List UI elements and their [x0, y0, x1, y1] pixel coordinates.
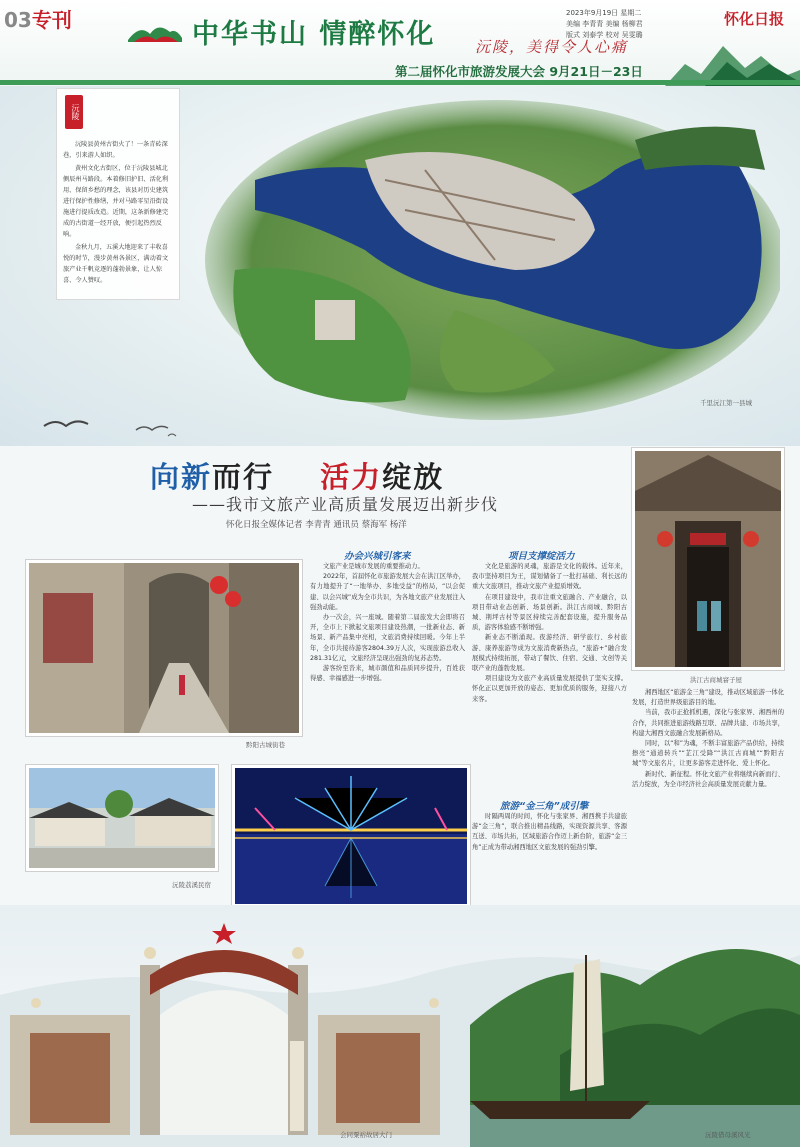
page-header	[0, 0, 800, 86]
bookmountain-logo-icon	[126, 18, 184, 44]
article-paragraph: 新时代、新征程。怀化文旅产业将继续向新而行、活力绽放，为全市经济社会高质量发展贡献力量。	[632, 770, 784, 788]
sidebar-paragraph: 黄州文化古街区，位于沅陵县城北侧辰州马路段。本着修旧护旧、活化利用、保留乡愁的理念，该县对历史建筑进行保护性修缮，并对马路零星沿街设施进行提质改造。近期，这条新修建完成的古街道一经开放，便引起热烈反响。	[63, 165, 169, 238]
gate-caption: 洪江古商城窨子屋	[690, 676, 742, 684]
village-photo	[26, 765, 218, 871]
editors-line-2: 版式 刘泰学 校对 吴雯璐	[566, 31, 643, 39]
intro-sidebar	[56, 88, 180, 300]
article-title	[150, 455, 444, 496]
ancient-gate-photo	[632, 448, 784, 670]
title-part: 而行	[212, 460, 275, 494]
night-lights-photo	[232, 765, 470, 907]
article-paragraph: 游客纷至沓来，城市颜值和品质同步提升，百姓获得感、幸福感进一步增强。	[310, 665, 465, 683]
article-paragraph: 湘西地区“旅游金三角”建设，推动区域旅游一体化发展，打造世界级旅游目的地。	[632, 689, 784, 707]
article-paragraph: 同时，以“和”为魂，不断丰富旅游产品供给，持续擦亮“通道转兵”“芷江受降”“洪江古商城”“黔阳古城”等文旅名片，让更多游客走进怀化、爱上怀化。	[632, 740, 784, 768]
editors-line-1: 美编 李青青 美编 杨柳君	[566, 20, 643, 28]
article-paragraph: 文化是旅游的灵魂，旅游是文化的载体。近年来，我市坚持项目为王，谋划储备了一批打基础、利长远的重大文旅项目，推动文旅产业提质增效。	[472, 563, 627, 591]
article-paragraph: 当前，我市正抢抓机遇，深化与张家界、湘西州的合作，共同推进旅游线路互联、品牌共建、市场共享，构建大湘西文旅融合发展新格局。	[632, 709, 784, 737]
article-column	[310, 562, 465, 774]
article-column	[632, 688, 784, 880]
header-divider	[0, 80, 800, 85]
section-heading: 项目支撑绽活力	[508, 551, 575, 562]
location-seal: 沅陵	[65, 95, 83, 129]
article-paragraph: 新业态不断涌现。夜游经济、研学旅行、乡村旅游、康养旅游等成为文旅消费新热点，“旅游+”融合发展模式持续拓展，带动了餐饮、住宿、交通、文创等关联产业的蓬勃发展。	[472, 634, 627, 673]
birds-icon	[40, 412, 180, 442]
header-slogan: 沅陵，美得令人心痛	[475, 38, 629, 56]
article-column	[472, 562, 627, 794]
sidebar-paragraph: 沅陵县黄州古街火了！一条青砖深巷，引来游人如织。	[63, 141, 168, 159]
page-number: 03专刊	[4, 8, 72, 32]
article-paragraph: 2022年，首届怀化市旅游发展大会在洪江区举办，有力地提升了“一地举办、多地受益”的格局，“以会促建、以会兴城”成为全市共识，为各地文旅产业发展注入强劲动能。	[310, 573, 465, 611]
article-column	[472, 812, 627, 892]
bottom-right-caption: 沅陵借母溪风光	[705, 1131, 751, 1139]
article-paragraph: 时隔两周的时间，怀化与张家界、湘西携手共建旅游“金三角”，联合推出精品线路，实现资源共享、客源互送、市场共拓，区域旅游合作迈上新台阶，旅游“金三角”正成为带动湘西地区文旅发展的强劲引擎。	[472, 813, 627, 851]
gate-and-boat-illustration	[0, 905, 800, 1147]
issue-date: 2023年9月19日 星期二	[566, 9, 642, 17]
title-part: 活力	[320, 460, 383, 494]
article-paragraph: 文旅产业是城市发展的重要推动力。	[323, 563, 424, 570]
header-title: 中华书山 情醉怀化	[192, 19, 436, 50]
section-heading: 旅游“金三角”成引擎	[500, 801, 589, 812]
article-paragraph: 项目建设为文旅产业高质量发展提供了坚实支撑。怀化正以更加开放的姿态、更加优质的服务，迎接八方来客。	[472, 675, 627, 703]
bottom-left-caption: 会同粟裕故居大门	[340, 1131, 392, 1139]
mountain-ink-icon	[665, 34, 800, 86]
article-paragraph: 办一次会，兴一座城。随着第二届旅发大会即将召开，全市上下掀起文旅项目建设热潮，一批新业态、新场景、新产品集中亮相，文旅消费持续回暖。今年上半年，全市共接待游客2804.39万人次，实现旅游总收入281.31亿元，文旅经济呈现出强劲的复苏态势。	[310, 614, 465, 662]
article-byline: 怀化日报全媒体记者 李青青 通讯员 蔡海军 杨洋	[226, 520, 407, 530]
sidebar-paragraph: 金秋九月，五溪大地迎来了丰收喜悦的时节，漫步黄州各景区，满动着文旅产业千帆竞逐的蓬勃景象，让人惊喜、令人赞叹。	[63, 244, 169, 284]
conference-dates: 第二届怀化市旅游发展大会 9月21日－23日	[395, 64, 643, 79]
aerial-town-illustration	[195, 100, 780, 420]
alley-caption: 黔阳古城街巷	[246, 741, 285, 749]
article-subtitle: ——我市文旅产业高质量发展迈出新步伐	[192, 495, 499, 514]
sidebar-text	[63, 139, 173, 286]
village-caption: 沅陵荔溪民宿	[172, 881, 211, 889]
title-part: 绽放	[382, 460, 445, 494]
article-paragraph: 在项目建设中，我市注重文旅融合、产业融合，以项目带动业态创新、场景创新。洪江古商城、黔阳古城、荆坪古村等景区持续完善配套设施，提升服务品质，游客体验感不断增强。	[472, 593, 627, 632]
bottom-panorama	[0, 905, 800, 1147]
alley-photo	[26, 560, 302, 736]
newspaper-name: 怀化日报	[724, 10, 785, 28]
title-part: 向新	[150, 460, 213, 494]
hero-caption: 千里沅江第一县城	[700, 399, 752, 407]
section-heading: 办会兴城引客来	[344, 551, 411, 562]
